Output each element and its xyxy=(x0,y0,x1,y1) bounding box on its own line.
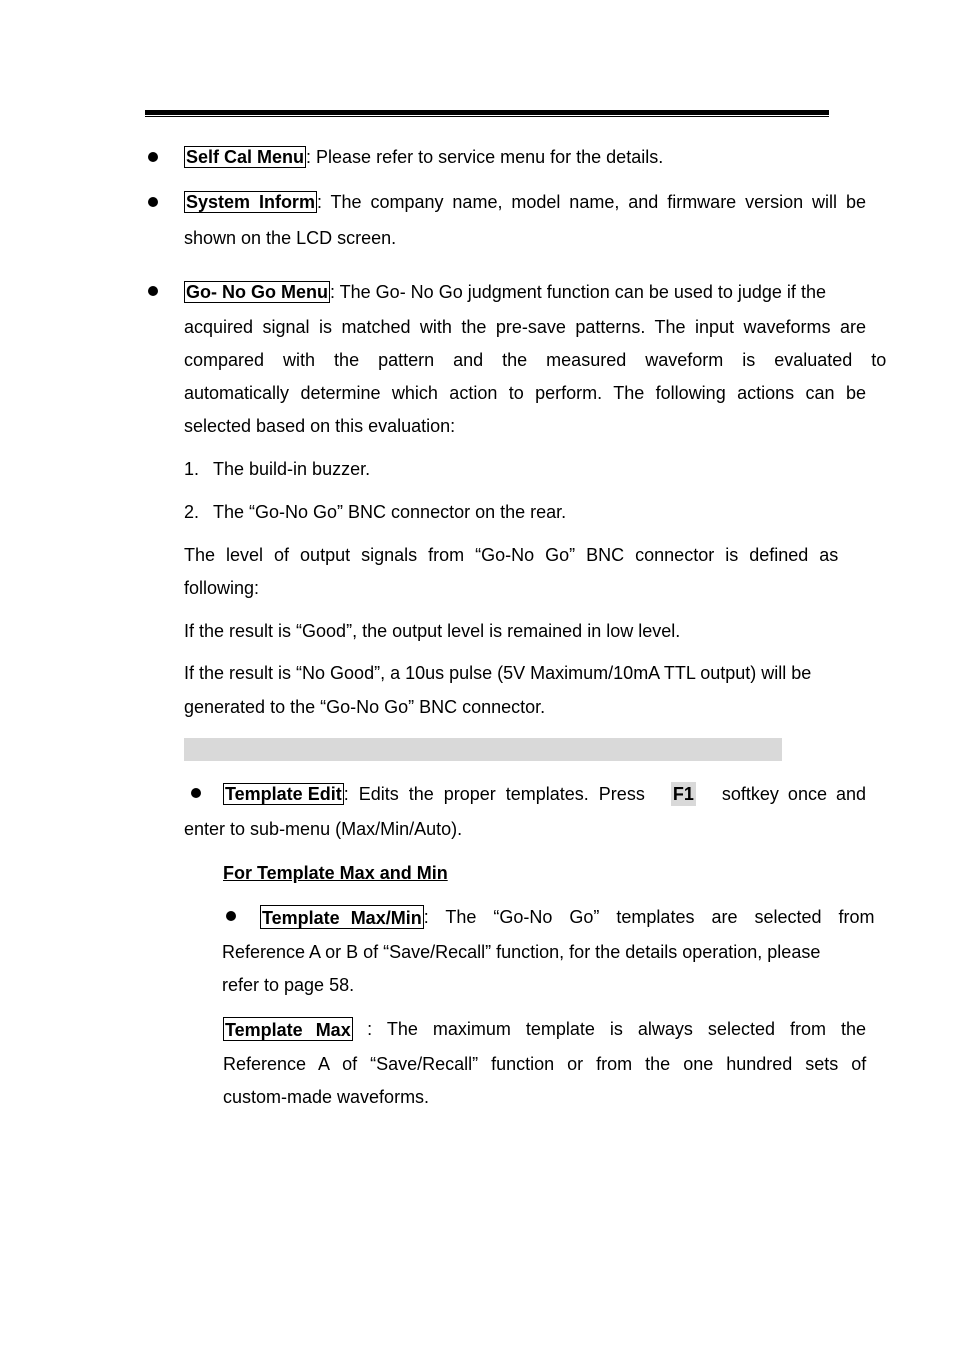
system-inform-line1: : The company name, model name, and firmware version will be xyxy=(316,192,866,212)
template-edit-post: softkey once and xyxy=(721,784,866,804)
bullet-icon xyxy=(148,152,158,162)
system-inform-line2: shown on the LCD screen. xyxy=(184,228,397,248)
nogood-line1: If the result is “No Good”, a 10us pulse (5V Maximum/10mA TTL output) will be xyxy=(184,663,812,683)
f1-key: F1 xyxy=(672,784,694,804)
bullet-icon xyxy=(148,286,158,296)
action-num: 1. xyxy=(184,459,200,479)
action-item-1 xyxy=(184,457,370,481)
template-maxmin-label: Template Max/Min xyxy=(260,905,424,929)
go-no-go-line2: acquired signal is matched with the pre-save patterns. The input waveforms are xyxy=(184,317,866,337)
action-text: The “Go-No Go” BNC connector on the rear. xyxy=(213,502,567,522)
template-edit-pre: : Edits the proper templates. Press xyxy=(343,784,645,804)
nogood-line2: generated to the “Go-No Go” BNC connector. xyxy=(184,697,546,717)
bullet-icon xyxy=(191,788,201,798)
self-cal-menu-label: Self Cal Menu xyxy=(186,147,305,167)
self-cal-text: : Please refer to service menu for the details. xyxy=(306,147,664,167)
level-line2: following: xyxy=(184,578,260,598)
go-no-go-line4: automatically determine which action to perform. The following actions can be xyxy=(184,383,866,403)
template-max-line3: custom-made waveforms. xyxy=(223,1087,430,1107)
header-rule xyxy=(145,110,829,115)
template-max-label: Template Max xyxy=(223,1017,353,1041)
level-line1: The level of output signals from “Go-No Go” BNC connector is defined as xyxy=(184,545,839,565)
template-maxmin-line1: : The “Go-No Go” templates are selected from xyxy=(423,907,875,927)
system-inform-label: System Inform xyxy=(186,192,315,212)
action-num: 2. xyxy=(184,502,200,522)
template-max-line2: Reference A of “Save/Recall” function or from the one hundred sets of xyxy=(223,1054,867,1074)
bullet-icon xyxy=(226,911,236,921)
template-max-line1: : The maximum template is always selected from the xyxy=(367,1019,866,1039)
action-item-2 xyxy=(184,500,566,524)
go-no-go-line5: selected based on this evaluation: xyxy=(184,416,456,436)
go-no-go-line3: compared with the pattern and the measured waveform is evaluated to xyxy=(184,350,887,370)
template-maxmin-line2: Reference A or B of “Save/Recall” function, for the details operation, please xyxy=(222,942,821,962)
bullet-icon xyxy=(148,197,158,207)
template-maxmin-line3: refer to page 58. xyxy=(222,975,355,995)
template-edit-line2: enter to sub-menu (Max/Min/Auto). xyxy=(184,819,463,839)
action-text: The build-in buzzer. xyxy=(213,459,371,479)
template-edit-label: Template Edit xyxy=(225,784,342,804)
go-no-go-line1: : The Go- No Go judgment function can be used to judge if the xyxy=(329,282,826,302)
header-rule-thin xyxy=(145,116,829,117)
good-para: If the result is “Good”, the output level is remained in low level. xyxy=(184,621,681,641)
subheading-text: For Template Max and Min xyxy=(223,863,448,883)
highlight-bar xyxy=(184,738,782,761)
go-no-go-menu-label: Go- No Go Menu xyxy=(186,282,328,302)
